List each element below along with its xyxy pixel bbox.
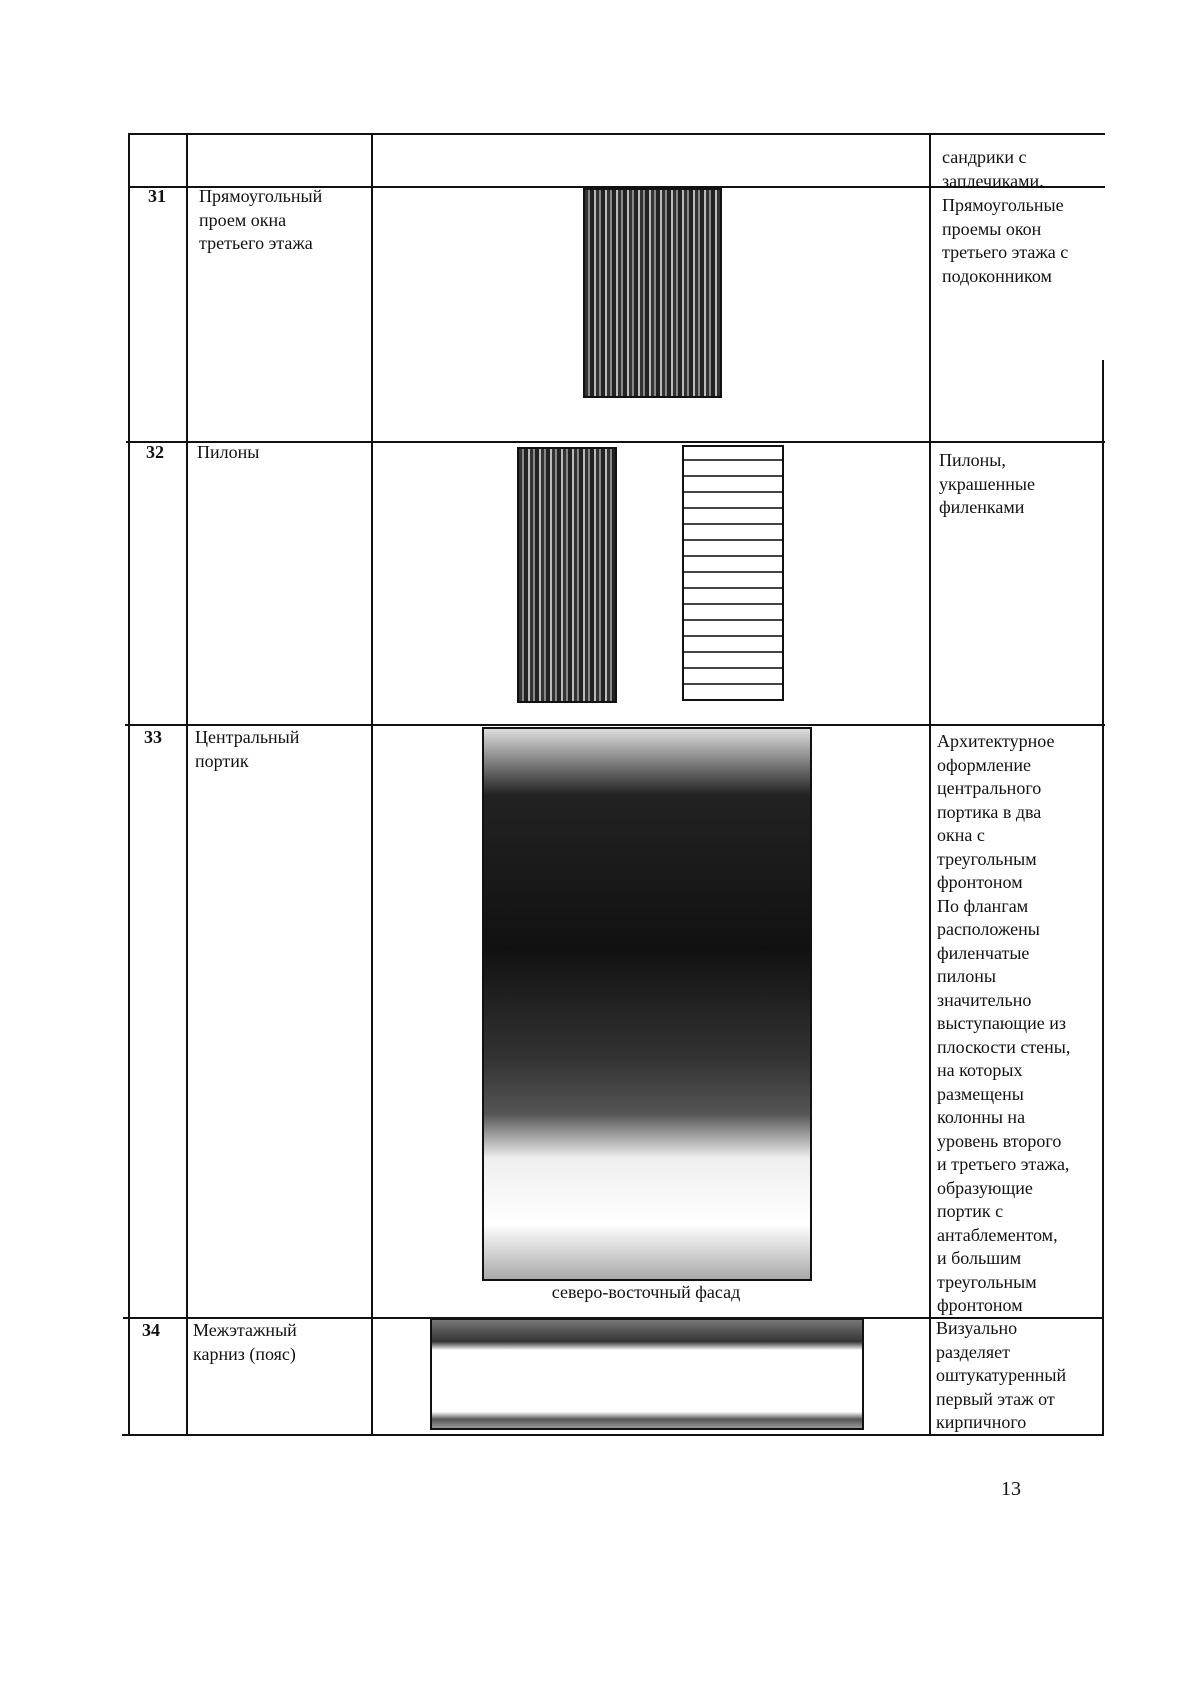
column-border [371, 133, 373, 1436]
column-border [929, 133, 931, 1436]
column-border [1102, 360, 1104, 1436]
window-photo [583, 188, 722, 398]
column-border [186, 133, 188, 1436]
row-description: сандрики с заплечиками. [942, 147, 1044, 191]
row-divider [126, 441, 1105, 443]
pylon-photo [682, 445, 784, 701]
table-border-top [130, 133, 1105, 135]
row-number: 33 [144, 727, 162, 747]
row-description: Архитектурное оформление центрального портика в два окна с треугольным фронтоном По флангам расположены филенчатые пилоны значительно выступающие из плоскости стены, на которых размещены колонны на уровень второго и третьего этажа, образующие портик с антаблементом, и большим треугольным фронтоном [937, 731, 1071, 1315]
photo-caption: северо-восточный фасад [551, 1282, 741, 1302]
row-name: Пилоны [197, 442, 260, 462]
column-border [128, 133, 130, 1436]
row-name: Центральный портик [195, 727, 300, 771]
row-number: 31 [148, 186, 166, 206]
row-name: Межэтажный карниз (пояс) [193, 1320, 297, 1364]
row-number: 34 [142, 1320, 160, 1340]
page-number: 13 [1001, 1478, 1021, 1500]
cornice-photo [430, 1318, 864, 1430]
row-description: Пилоны, украшенные филенками [939, 450, 1035, 517]
row-description: Прямоугольные проемы окон третьего этажа с подоконником [942, 195, 1069, 286]
row-description: Визуально разделяет оштукатуренный первый этаж от кирпичного [936, 1318, 1067, 1432]
pylon-photo [517, 447, 617, 703]
row-name: Прямоугольный проем окна третьего этажа [199, 186, 323, 253]
row-number: 32 [146, 442, 164, 462]
portico-photo [482, 727, 812, 1281]
